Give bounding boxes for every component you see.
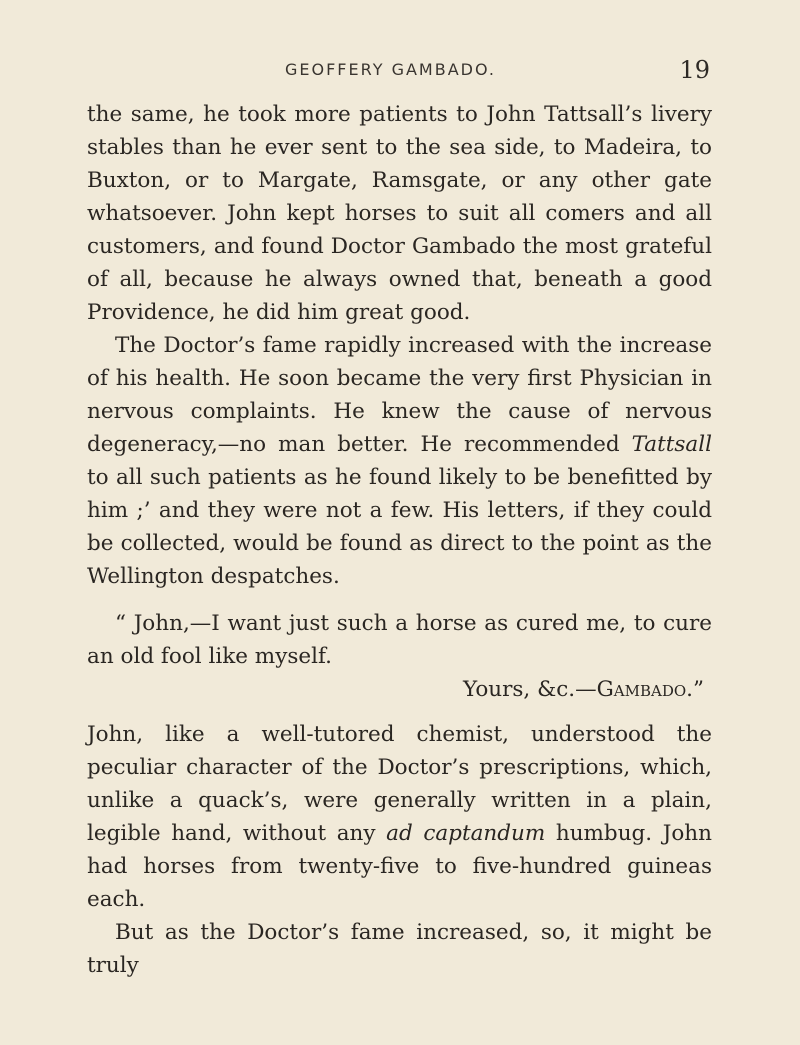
body-text [87,98,712,982]
signoff-name: Gambado. [596,677,693,702]
signoff-text: Yours, &c.— [463,677,597,702]
paragraph-2 [87,329,712,593]
running-title: GEOFFERY GAMBADO. [285,60,496,79]
paragraph-2-italic: Tattsall [631,432,712,457]
letter-signoff [87,673,712,706]
paragraph-3-italic: ad captandum [386,821,546,846]
paragraph-2-text-b: to all such patients as he found likely to be benefitted by him ;’ and they were not a few. His letters, if they could be collected, would be found as direct to the point as the Wellington despatches. [87,465,712,589]
paragraph-3-text-a: John, like a well-tutored chemist, understood the peculiar character of the Doctor’s prescriptions, which, unlike a quack’s, were generally written in a plain, legible hand, without any [87,722,712,846]
paragraph-3 [87,718,712,916]
paragraph-3-text-b: humbug. John had horses from twenty-five to five-hundred guineas each. [87,821,712,912]
signoff-close-quote: ” [693,677,704,702]
page-number: 19 [679,56,710,84]
paragraph-4: But as the Doctor’s fame increased, so, it might be truly [87,920,712,978]
paragraph-2-text-a: The Doctor’s fame rapidly increased with the increase of his health. He soon became the very first Physician in nervous complaints. He knew the cause of nervous degeneracy,—no man better. He recommended [87,333,712,457]
letter-quote: “ John,—I want just such a horse as cured me, to cure an old fool like myself. [87,611,712,669]
paragraph-1: the same, he took more patients to John Tattsall’s livery stables than he ever sent to the sea side, to Madeira, to Buxton, or to Margate, Ramsgate, or any other gate whatsoever. John kept horses to suit all comers and all customers, and found Doctor Gambado the most grateful of all, because he always owned that, beneath a good Providence, he did him great good. [87,102,712,325]
